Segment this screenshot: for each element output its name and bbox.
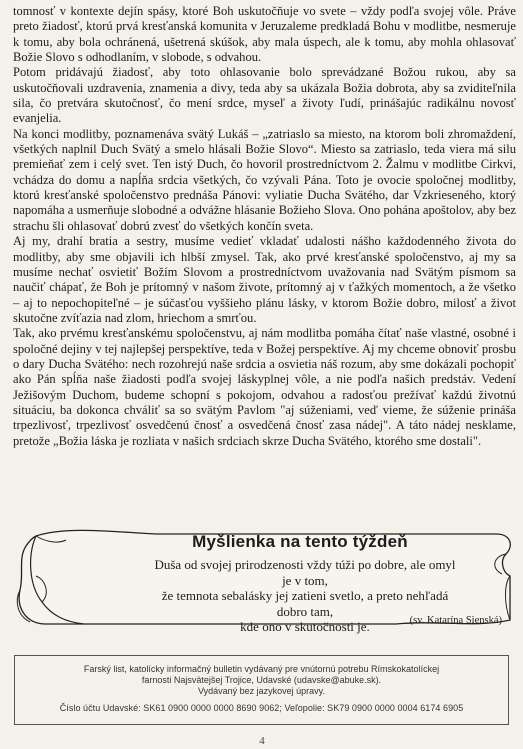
quote-line: Duša od svojej prirodzenosti vždy túži po dobre, ale omyl je v tom, [154, 557, 456, 588]
quote-line: že temnota sebalásky jej zatieni svetlo, a preto nehľadá dobro tam, [161, 588, 449, 619]
paragraph: tomnosť v kontexte dejín spásy, ktoré Boh uskutočňuje vo svete – vždy podľa svojej vôle. Práve preto žiadosť, ktorú prvá kresťanská komunita v Jeruzaleme predkladá Bohu v modlitbe, nesmeruje k tomu, aby bola ochránená, ušetrená skúšok, aby mala úspech, ale k tomu, aby mohla ohlasovať Božie Slovo s odhodlaním, v slobode, s odvahou. [13, 4, 516, 65]
paragraph: Potom pridávajú žiadosť, aby toto ohlasovanie bolo sprevádzané Božou rukou, aby sa uskutočňovali uzdravenia, znamenia a divy, teda aby sa ukázala Božia dobrota, aby sa zviditeľnila sila, čo pretvára skutočnosť, čo mení srdce, myseľ a životy ľudí, prinášajúc radikálnu novosť evanjelia. [13, 65, 516, 126]
article-body [13, 4, 516, 449]
page-number: 4 [259, 735, 265, 747]
quote-line: kde ono v skutočnosti je. [240, 619, 370, 634]
quote-attribution: (sv. Katarína Sienská) [409, 615, 502, 626]
paragraph: Tak, ako prvému kresťanskému spoločenstvu, aj nám modlitba pomáha čítať naše vlastné, osobné i spoločné dejiny v tej najlepšej perspektíve, teda v Božej perspektíve. Aj my chceme obnoviť prosbu o dary Ducha Svätého: nech rozohrejú naše srdcia a osvietia náš rozum, aby sme dokázali pochopiť ako Pán spĺňa naše žiadosti podľa svojej láskyplnej vôle, a nie podľa našich predstáv. Vedení Ježišovým Duchom, budeme schopní s pokojom, odvahou a radosťou prežívať každú životnú situáciu, ba dokonca chváliť sa so svätým Pavlom "aj súženiami, veď vieme, že súženie prináša trpezlivosť, trpezlivosť osvedčenú čnosť a osvedčená čnosť zasa nádej". A táto nádej nesklame, pretože „Božia láska je rozliata v našich srdciach skrze Ducha Svätého, ktorého sme dostali". [13, 326, 516, 448]
footer-line: farnosti Najsvätejšej Trojice, Udavské (udavske@abuke.sk). [141, 675, 382, 685]
paragraph: Na konci modlitby, poznamenáva svätý Lukáš – „zatriaslo sa miesto, na ktorom boli zhromaždení, všetkých naplnil Duch Svätý a smelo hlásali Božie Slovo“. Miesto sa zatriaslo, teda viera má silu premieňať zem i celý svet. Ten istý Duch, čo hovoril prostredníctvom 2. Žalmu v modlitbe Cirkvi, vchádza do domu a napĺňa srdcia všetkých, čo vzývali Pána. Toto je ovocie spoločnej modlitby, ktorú kresťanské spoločenstvo prednáša Pánovi: vyliatie Ducha Svätého, dar Vzkrieseného, ktorý napomáha a usmerňuje slobodné a odvážne hlásanie Božieho Slova. Ono pohána apoštolov, aby bez strachu šli ohlasovať dobrú zvesť do všetkých končín sveta. [13, 126, 516, 233]
footer-box [14, 655, 509, 725]
bank-accounts: Číslo účtu Udavské: SK61 0900 0000 0000 8690 9062; Veľopolie: SK79 0900 0000 0004 6174 6905 [59, 703, 464, 713]
footer-line: Vydávaný bez jazykovej úpravy. [197, 686, 326, 696]
footer-line: Farský list, katolícky informačný bulletin vydávaný pre vnútornú potrebu Rímskokatolíckej [83, 664, 440, 674]
thought-title: Myšlienka na tento týždeň [192, 532, 408, 551]
paragraph: Aj my, drahí bratia a sestry, musíme vedieť vkladať udalosti nášho každodenného života do modlitby, aby sme objavili ich hlbší zmysel. Tak, ako prvé kresťanské spoločenstvo, aj my sa musíme nechať osvietiť Božím Slovom a prostredníctvom uvažovania nad Svätým písmom sa naučiť chápať, že Boh je prítomný v našom živote, prítomný aj v ťažkých momentoch, a že všetko – aj to nepochopiteľné – je súčasťou vyššieho plánu lásky, v ktorom Božie dobro, milosť a život skutočne zvíťazia nad zlom, hriechom a smrťou. [13, 234, 516, 325]
